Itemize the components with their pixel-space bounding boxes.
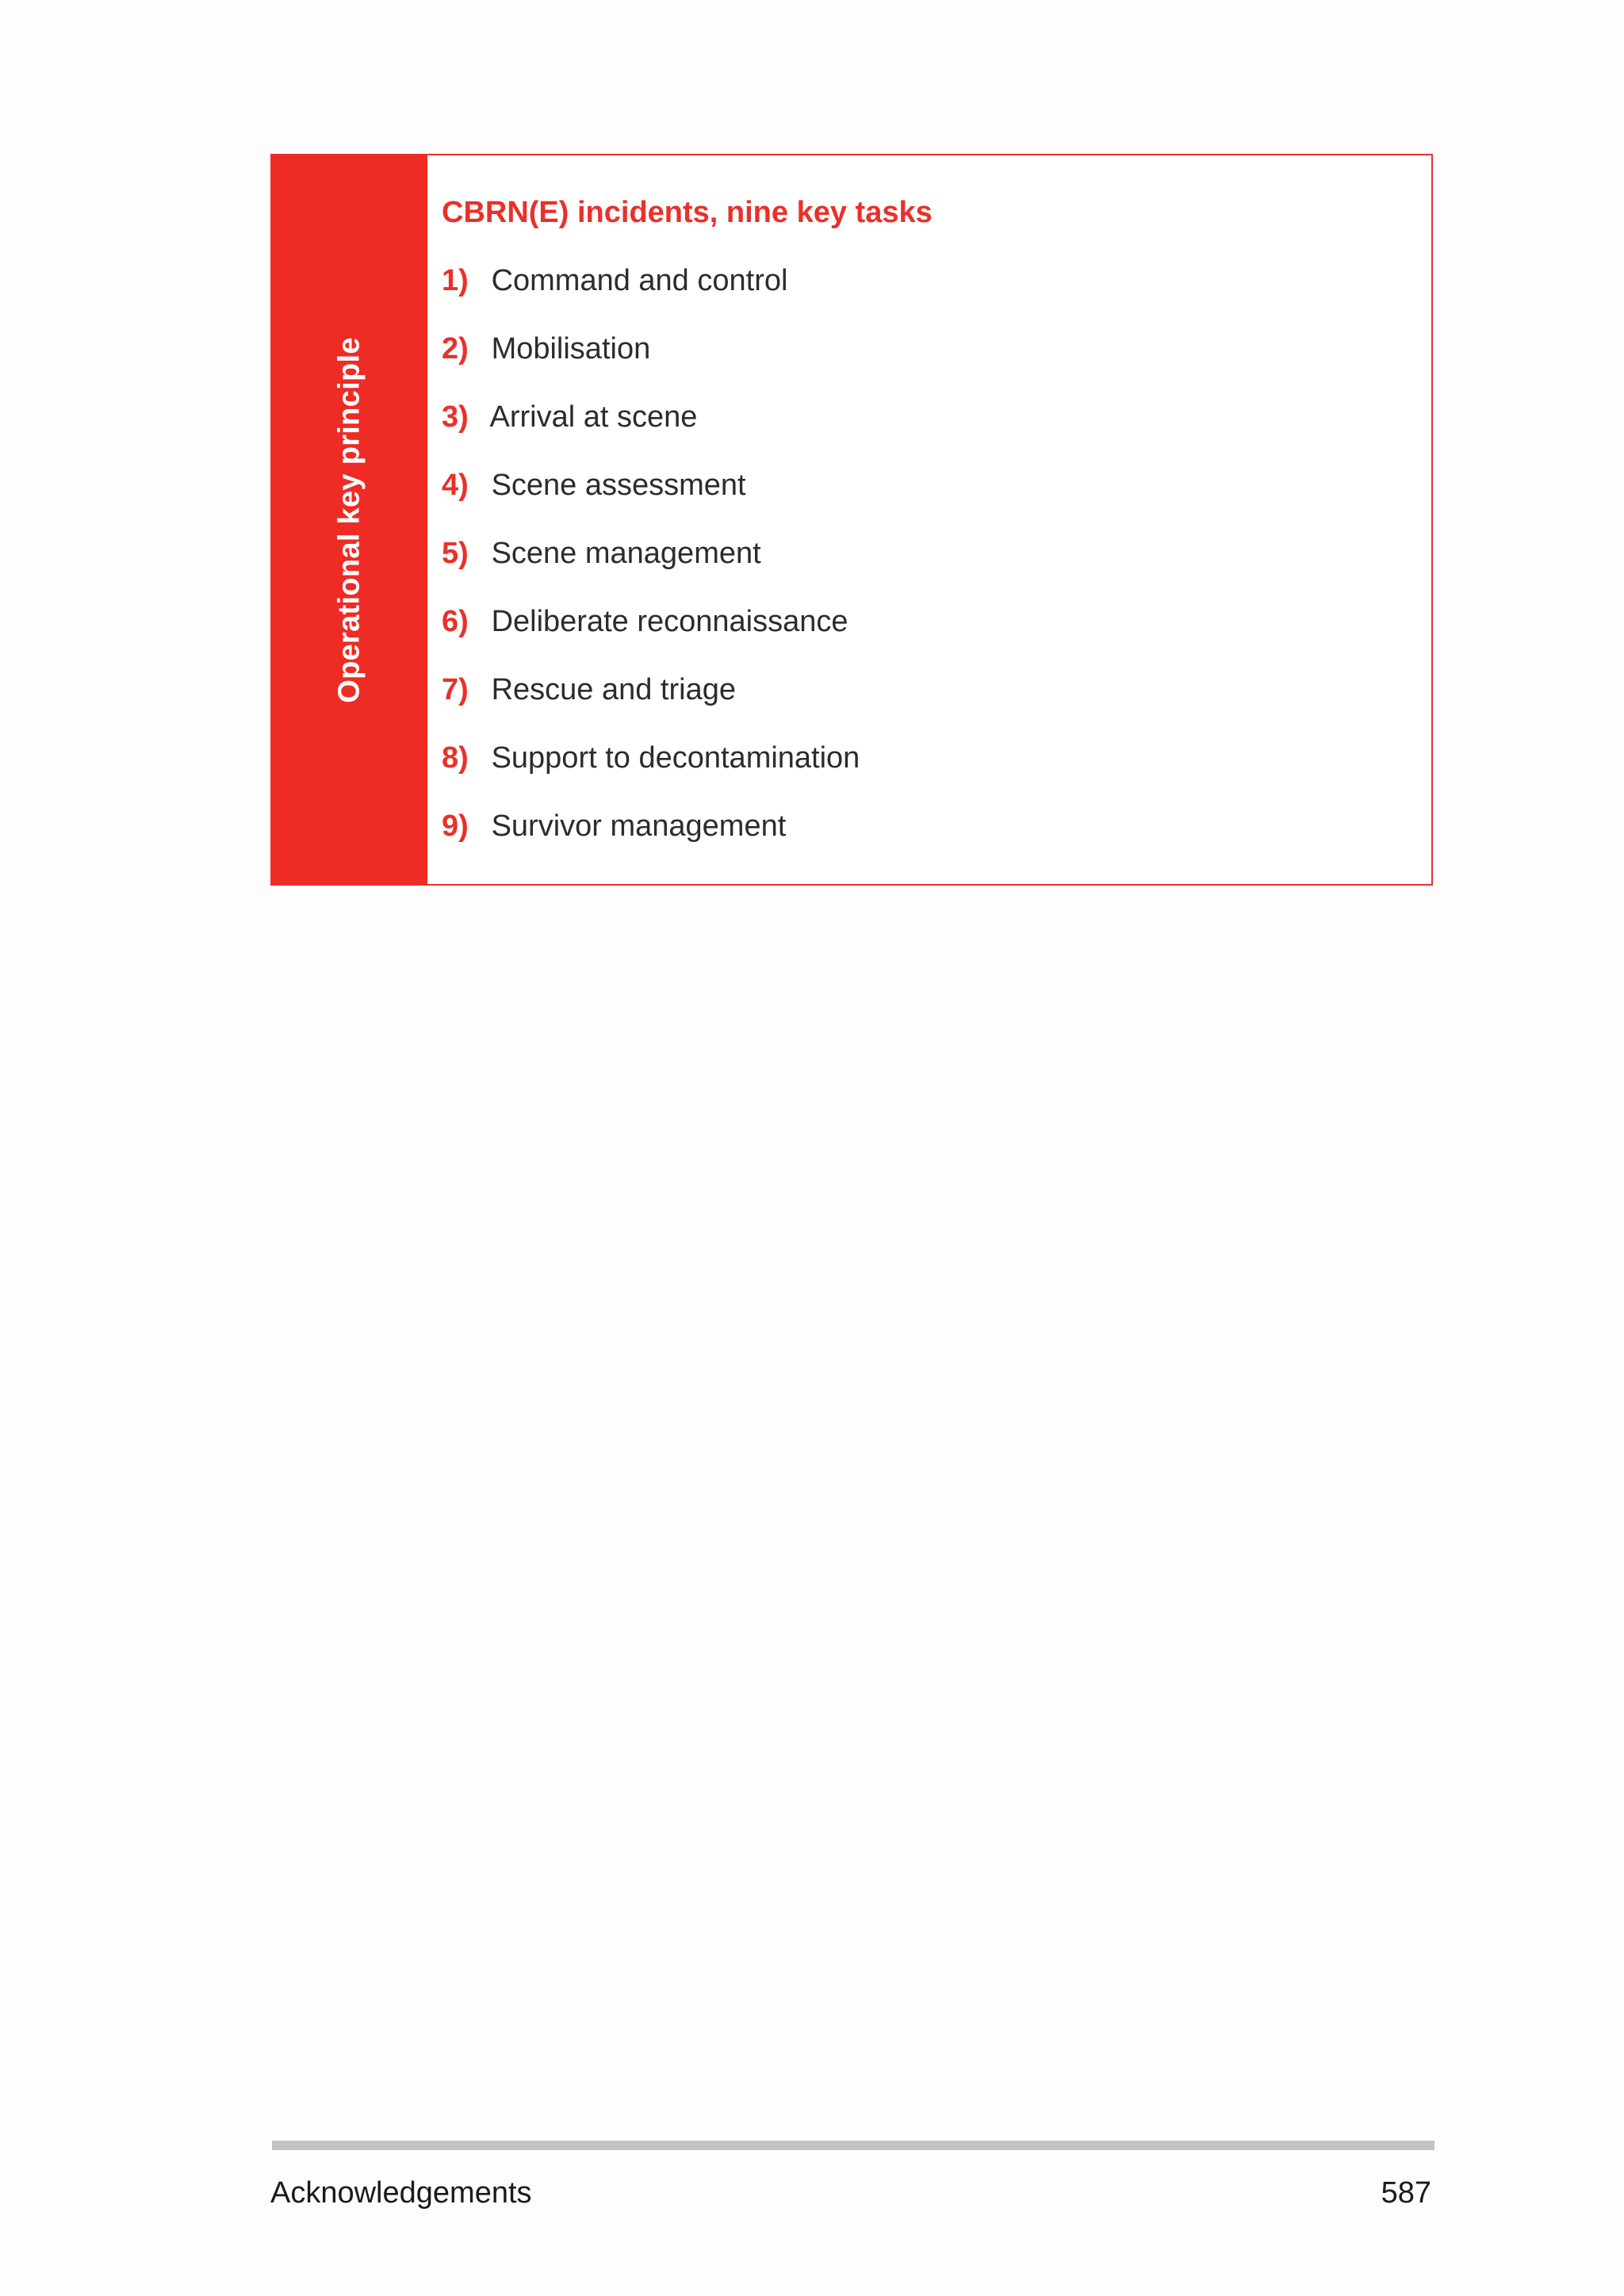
box-title: CBRN(E) incidents, nine key tasks: [442, 196, 933, 229]
task-item: [442, 465, 1415, 533]
key-principle-box: [270, 154, 1433, 886]
task-number: 1): [442, 264, 469, 297]
task-item: [442, 806, 1415, 874]
task-number: 9): [442, 809, 469, 843]
task-item: [442, 260, 1415, 328]
task-number: 8): [442, 741, 469, 775]
task-item: [442, 601, 1415, 669]
task-label: Scene management: [491, 537, 761, 570]
task-label: Support to decontamination: [491, 741, 860, 775]
task-number: 5): [442, 537, 469, 570]
task-label: Rescue and triage: [491, 673, 736, 706]
side-band: [272, 155, 427, 884]
task-list: [442, 260, 1415, 874]
task-item: [442, 328, 1415, 396]
task-label: Scene assessment: [491, 469, 746, 502]
page-number: 587: [1381, 2176, 1431, 2210]
box-content: [442, 192, 1415, 874]
task-label: Survivor management: [491, 809, 787, 843]
task-number: 6): [442, 605, 469, 638]
task-number: 3): [442, 400, 469, 434]
task-item: [442, 737, 1415, 806]
task-label: Deliberate reconnaissance: [491, 605, 848, 638]
task-number: 4): [442, 469, 469, 502]
task-number: 7): [442, 673, 469, 706]
task-item: [442, 396, 1415, 465]
task-number: 2): [442, 332, 469, 365]
task-item: [442, 669, 1415, 737]
footer-rule: [272, 2141, 1434, 2150]
footer-section-title: Acknowledgements: [270, 2176, 532, 2210]
task-label: Command and control: [491, 264, 788, 297]
side-label: Operational key principle: [332, 337, 366, 703]
task-label: Arrival at scene: [489, 400, 698, 434]
task-item: [442, 533, 1415, 601]
task-label: Mobilisation: [491, 332, 651, 365]
